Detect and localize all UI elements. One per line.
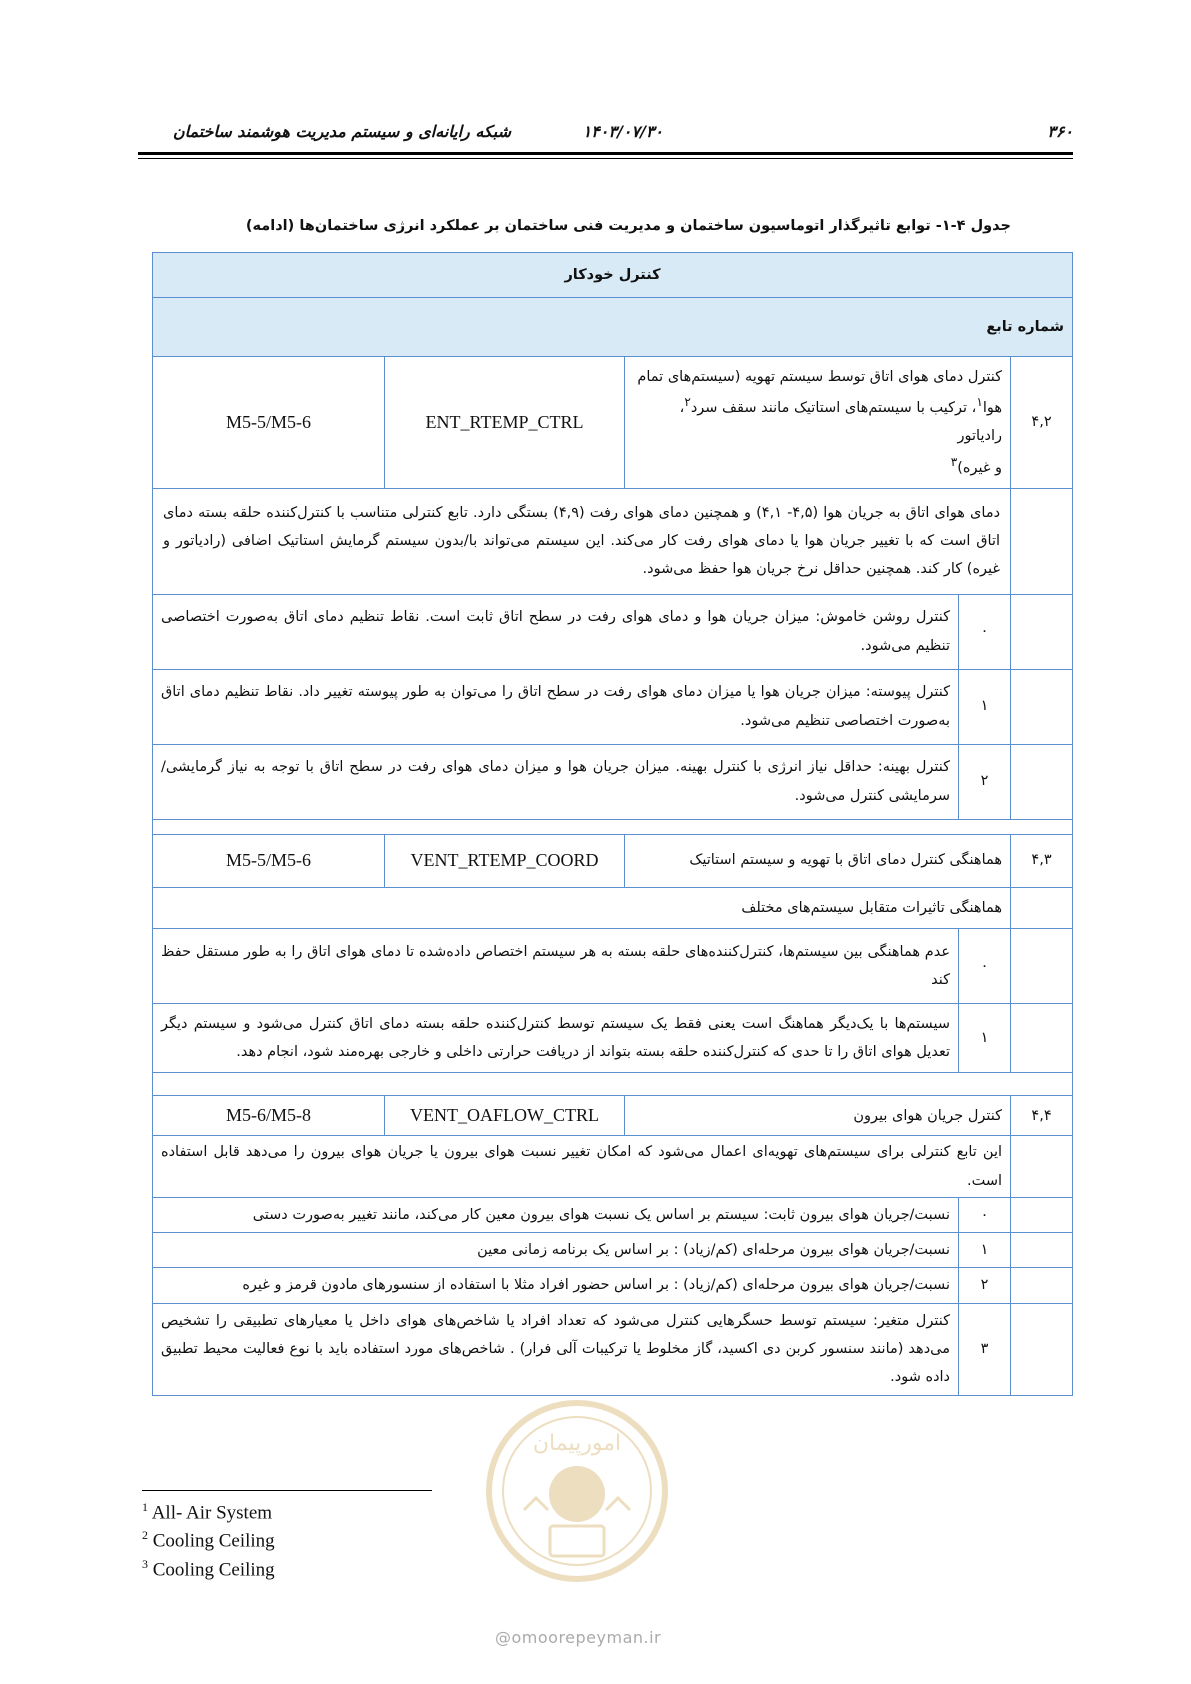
functions-table (152, 252, 1073, 1396)
function-name-line: و غیره) (957, 459, 1003, 476)
level-description: نسبت/جریان هوای بیرون مرحله‌ای (کم/زیاد) : بر اساس یک برنامه زمانی معین (153, 1233, 959, 1268)
level-number: ۱ (959, 1233, 1011, 1268)
level-number: ۳ (959, 1303, 1011, 1395)
function-number: ۴,۳ (1011, 834, 1073, 887)
footnote-separator (142, 1490, 432, 1491)
function-name-line: ، ترکیب با سیستم‌های استاتیک مانند سقف سرد (690, 400, 977, 417)
function-reference: M5-5/M5-6 (153, 357, 385, 489)
section-title: کنترل خودکار (153, 253, 1073, 298)
footnote-text: Cooling Ceiling (152, 1530, 275, 1552)
level-number: ۲ (959, 1268, 1011, 1303)
footnote-number: 3 (142, 1556, 148, 1571)
function-number: ۴,۴ (1011, 1096, 1073, 1136)
table-row (153, 594, 1073, 669)
level-description: کنترل متغیر: سیستم توسط حسگرهایی کنترل می‌شود که تعداد افراد یا شاخص‌های هوای داخل یا معیارهای تطبیقی را تشخیص می‌دهد (مانند سنسور کربن دی اکسید، گاز مخلوط یا ترکیبات آلی فرار) . شاخص‌های مورد استفاده باید با نوع فعالیت محیط تطبیق داده شود. (153, 1303, 959, 1395)
table-row (153, 1268, 1073, 1303)
footnote-text: Cooling Ceiling (152, 1558, 275, 1580)
level-number: ۰ (959, 928, 1011, 1003)
function-name-line: ، رادیاتور (679, 400, 1003, 445)
table-row (153, 834, 1073, 887)
table-row (153, 1136, 1073, 1198)
function-reference: M5-5/M5-6 (153, 834, 385, 887)
function-name (625, 357, 1011, 489)
table-row (153, 1233, 1073, 1268)
level-description: نسبت/جریان هوای بیرون ثابت: سیستم بر اساس یک نسبت هوای بیرون معین کار می‌کند، مانند تغییر به‌صورت دستی (153, 1197, 959, 1232)
footnotes (142, 1496, 275, 1581)
level-description: کنترل بهینه: حداقل نیاز انرژی با کنترل بهینه. میزان جریان هوا و میزان دمای هوای رفت در سطح اتاق با توجه به نیاز گرمایشی/سرمایشی کنترل می‌شود. (153, 744, 959, 819)
footnote-ref: ۲ (684, 395, 691, 410)
header-rule-thin (138, 158, 1073, 159)
footnote-ref: ۳ (950, 454, 958, 469)
function-name: کنترل جریان هوای بیرون (625, 1096, 1011, 1136)
level-number: ۲ (959, 744, 1011, 819)
header-date: ۱۴۰۳/۰۷/۳۰ (582, 122, 663, 141)
level-description: نسبت/جریان هوای بیرون مرحله‌ای (کم/زیاد) : بر اساس حضور افراد مثلا با استفاده از سنسورهای مادون قرمز و غیره (153, 1268, 959, 1303)
page-number: ۳۶۰ (1047, 122, 1073, 141)
function-code: VENT_RTEMP_COORD (385, 834, 625, 887)
table-row (153, 1197, 1073, 1232)
level-number: ۱ (959, 669, 1011, 744)
footnote-number: 1 (142, 1500, 148, 1514)
function-number-header: شماره تابع (153, 298, 1073, 357)
function-description: دمای هوای اتاق به جریان هوا (۴,۵- ۴,۱) و همچنین دمای هوای رفت (۴,۹) بستگی دارد. تابع کنترلی متناسب با کنترل‌کننده حلقه بسته دمای اتاق است که با تغییر جریان هوا یا دمای هوای رفت کار می‌کند. این سیستم می‌تواند با/بدون سیستم گرمایش استاتیک اضافی (رادیاتور و غیره) کار کند. همچنین حداقل نرخ جریان هوا حفظ می‌شود. (153, 488, 1011, 594)
function-reference: M5-6/M5-8 (153, 1096, 385, 1136)
row-spacer (153, 1073, 1073, 1096)
level-description: سیستم‌ها با یک‌دیگر هماهنگ است یعنی فقط یک سیستم توسط کنترل‌کننده حلقه بسته دمای اتاق کنترل می‌شود و سیستم دیگر تعدیل هوای اتاق را تا حدی که کنترل‌کننده حلقه بسته بتواند از دریافت حرارتی داخلی و خارجی بهره‌مند شود، انجام دهد. (153, 1003, 959, 1073)
table-row (153, 744, 1073, 819)
footnote (142, 1496, 275, 1524)
level-number: ۰ (959, 1197, 1011, 1232)
table-caption: جدول ۴-۱- توابع تاثیرگذار اتوماسیون ساختمان و مدیریت فنی ساختمان بر عملکرد انرژی ساختمان‌ها (ادامه) (245, 218, 1011, 234)
page-header (138, 116, 1073, 146)
function-name-line: هوا (982, 400, 1003, 417)
book-title: شبکه رایانه‌ای و سیستم مدیریت هوشمند ساختمان (172, 122, 511, 141)
table-row (153, 928, 1073, 1003)
table-row (153, 357, 1073, 489)
table-row (153, 887, 1073, 928)
table-row (153, 1003, 1073, 1073)
function-code: VENT_OAFLOW_CTRL (385, 1096, 625, 1136)
level-description: کنترل پیوسته: میزان جریان هوا یا میزان دمای هوای رفت در سطح اتاق را می‌توان به طور پیوسته تغییر داد. نقاط تنظیم دمای اتاق به‌صورت اختصاصی تنظیم می‌شود. (153, 669, 959, 744)
table-row (153, 1303, 1073, 1395)
function-description: هماهنگی تاثیرات متقابل سیستم‌های مختلف (153, 887, 1011, 928)
function-name: هماهنگی کنترل دمای اتاق با تهویه و سیستم استاتیک (625, 834, 1011, 887)
level-description: عدم هماهنگی بین سیستم‌ها، کنترل‌کننده‌های حلقه بسته به هر سیستم اختصاص داده‌شده تا دمای هوای اتاق را به طور مستقل حفظ کند (153, 928, 959, 1003)
level-description: کنترل روشن خاموش: میزان جریان هوا و دمای هوای رفت در سطح اتاق ثابت است. نقاط تنظیم دمای اتاق به‌صورت اختصاصی تنظیم می‌شود. (153, 594, 959, 669)
table-row (153, 1096, 1073, 1136)
row-spacer (153, 819, 1073, 834)
table-row (153, 488, 1073, 594)
function-name-line: کنترل دمای هوای اتاق توسط سیستم تهویه (سیستم‌های تمام (637, 369, 1003, 385)
function-code: ENT_RTEMP_CTRL (385, 357, 625, 489)
level-number: ۱ (959, 1003, 1011, 1073)
footnote (142, 1553, 275, 1581)
footnote-number: 2 (142, 1528, 148, 1543)
function-description: این تابع کنترلی برای سیستم‌های تهویه‌ای اعمال می‌شود که امکان تغییر نسبت هوای بیرون یا جریان هوای بیرون را می‌دهد قابل استفاده است. (153, 1136, 1011, 1198)
function-number: ۴,۲ (1011, 357, 1073, 489)
level-number: ۰ (959, 594, 1011, 669)
footnote-ref: ۱ (976, 395, 983, 410)
header-rule-thick (138, 152, 1073, 155)
footnote-text: All- Air System (151, 1502, 273, 1524)
watermark-seal-text: امورپیمان (532, 1431, 622, 1456)
footnote (142, 1524, 275, 1552)
watermark-seal (484, 1398, 670, 1584)
table-row (153, 669, 1073, 744)
watermark-site: @omoorepeyman.ir (495, 1628, 662, 1647)
